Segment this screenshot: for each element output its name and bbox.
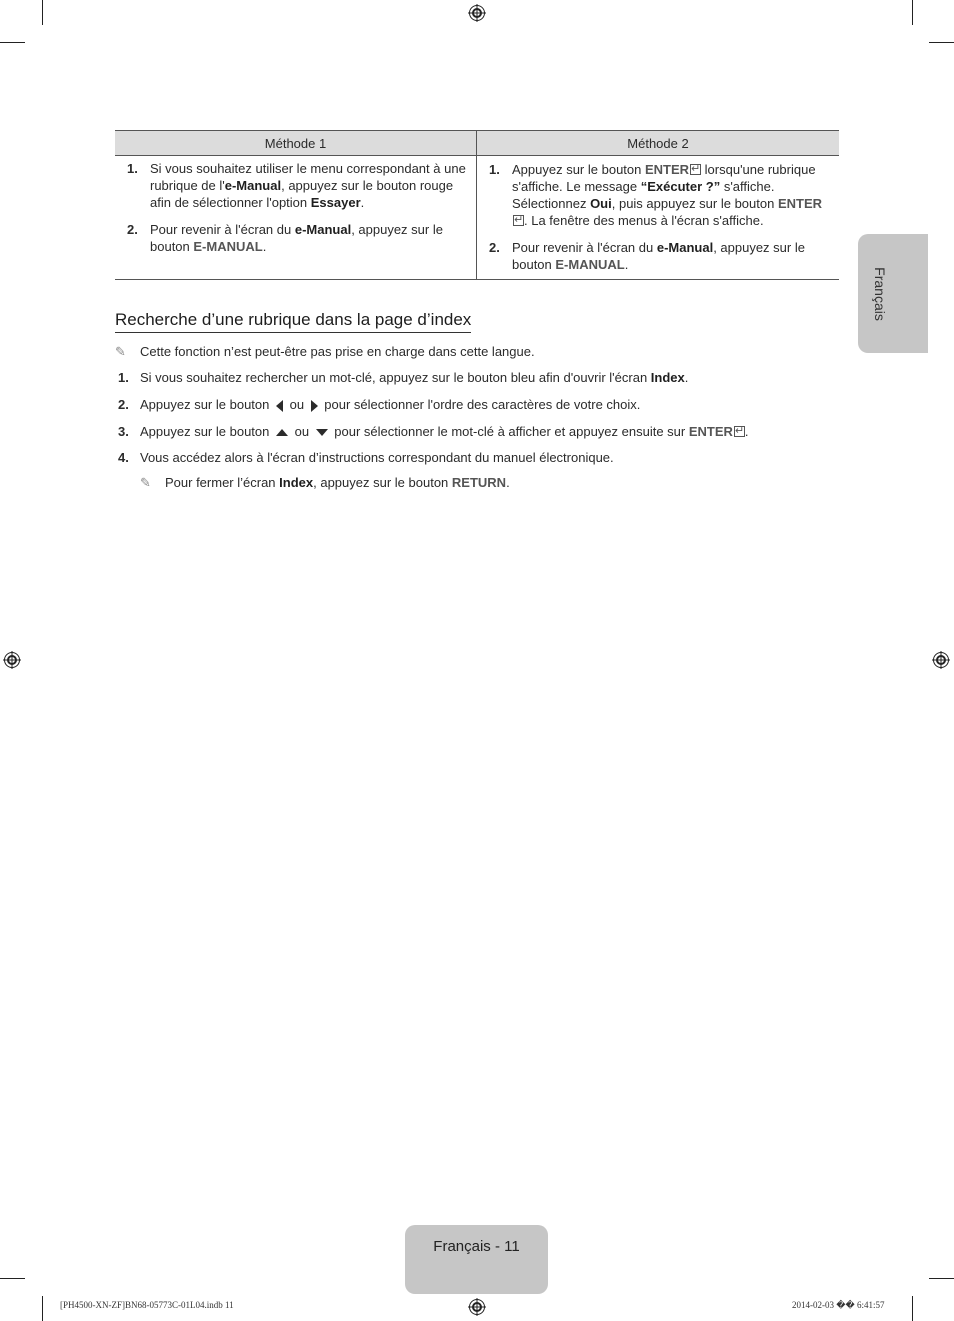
enter-icon bbox=[513, 215, 524, 226]
enter-button-label: ENTER bbox=[644, 162, 690, 177]
print-slug-left: [PH4500-XN-ZF]BN68-05773C-01L04.indb 11 bbox=[60, 1300, 234, 1310]
pencil-note-icon: ✎ bbox=[115, 344, 126, 359]
registration-mark-icon bbox=[468, 4, 486, 22]
crop-mark bbox=[42, 1296, 43, 1321]
registration-mark-icon bbox=[3, 651, 21, 669]
crop-mark bbox=[912, 0, 913, 25]
enter-button-label: ENTER bbox=[777, 196, 823, 211]
crop-mark bbox=[929, 1278, 954, 1279]
e-manual-button-label: E-MANUAL bbox=[193, 239, 263, 254]
page-number: Français - 11 bbox=[433, 1238, 520, 1255]
up-arrow-icon bbox=[276, 429, 288, 436]
enter-icon bbox=[690, 164, 701, 175]
section-title: Recherche d’une rubrique dans la page d’index bbox=[115, 310, 471, 333]
crop-mark bbox=[42, 0, 43, 25]
methods-table bbox=[115, 130, 839, 280]
page-number-tab bbox=[405, 1225, 548, 1294]
list-item: 1. Si vous souhaitez utiliser le menu correspondant à une rubrique de l'e-Manual, appuyez sur le bouton rouge afin de sélectionner l'option Essayer. bbox=[127, 161, 466, 210]
side-tab-label: Français bbox=[872, 267, 888, 321]
crop-mark bbox=[0, 42, 25, 43]
right-arrow-icon bbox=[311, 400, 318, 412]
list-item: 2. Pour revenir à l'écran du e-Manual, appuyez sur le bouton E-MANUAL. bbox=[127, 222, 443, 254]
print-slug-right: 2014-02-03 �� 6:41:57 bbox=[792, 1300, 885, 1310]
language-side-tab bbox=[858, 234, 928, 353]
return-button-label: RETURN bbox=[451, 475, 507, 490]
registration-mark-icon bbox=[468, 1298, 486, 1316]
list-item: 2. Pour revenir à l'écran du e-Manual, appuyez sur le bouton E-MANUAL. bbox=[489, 240, 805, 272]
pencil-note-icon: ✎ bbox=[140, 475, 151, 490]
left-arrow-icon bbox=[276, 400, 283, 412]
crop-mark bbox=[912, 1296, 913, 1321]
method2-cell bbox=[477, 156, 840, 280]
method1-cell bbox=[115, 156, 477, 280]
e-manual-button-label: E-MANUAL bbox=[555, 257, 625, 272]
enter-icon bbox=[734, 426, 745, 437]
crop-mark bbox=[0, 1278, 25, 1279]
crop-mark bbox=[929, 42, 954, 43]
registration-mark-icon bbox=[932, 651, 950, 669]
method1-header: Méthode 1 bbox=[115, 131, 477, 156]
list-item: 1. Appuyez sur le bouton ENTER↵ lorsqu'une rubrique s'affiche. Le message “Exécuter ?” s'affiche. Sélectionnez Oui, puis appuyez sur le bouton ENTER↵. La fenêtre des menus à l'écran s'affiche. bbox=[485, 161, 829, 229]
enter-button-label: ENTER bbox=[688, 424, 733, 439]
down-arrow-icon bbox=[316, 429, 328, 436]
method2-header: Méthode 2 bbox=[477, 131, 840, 156]
